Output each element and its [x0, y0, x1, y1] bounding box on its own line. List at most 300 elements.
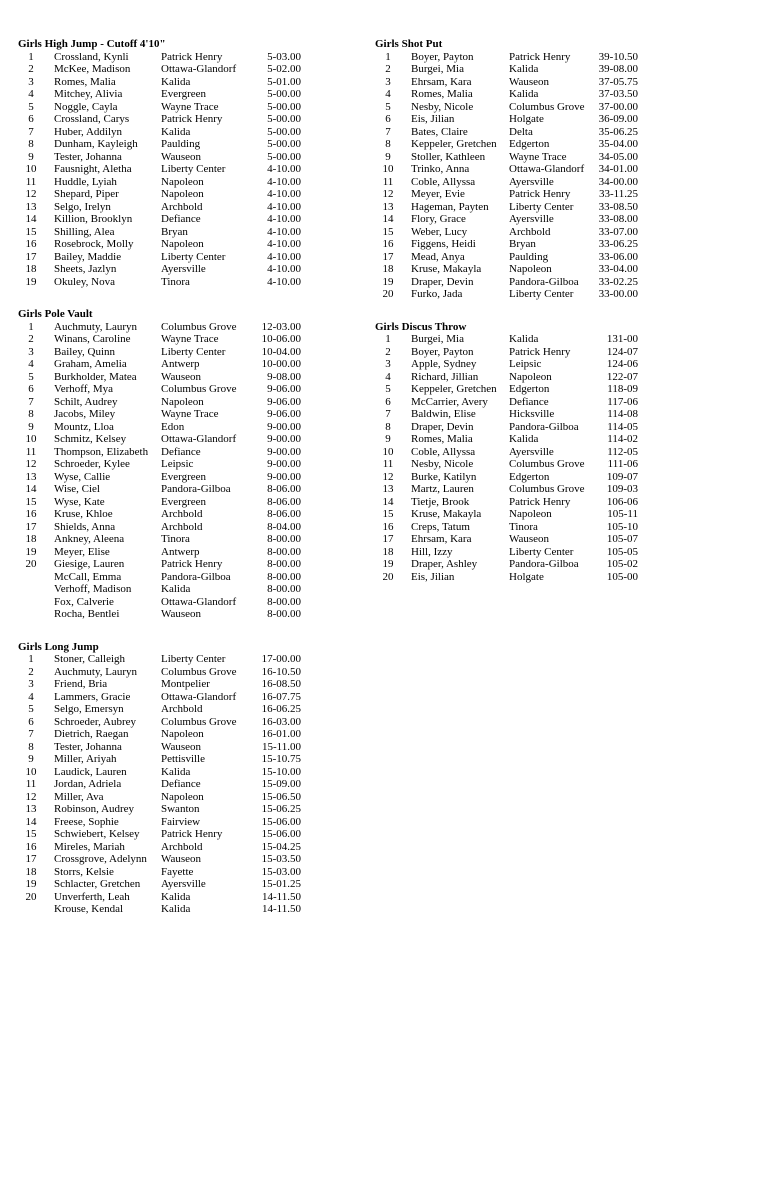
- result-mark: 15-04.25: [261, 840, 301, 853]
- result-mark: 5-00.00: [267, 150, 301, 163]
- result-row: [18, 903, 301, 916]
- result-row: [18, 608, 301, 621]
- place-cell: 13: [382, 483, 394, 495]
- school-name: Wauseon: [161, 740, 202, 753]
- place-cell: 17: [382, 533, 394, 545]
- place-cell: 19: [25, 878, 37, 890]
- place-cell: 1: [28, 320, 34, 333]
- result-mark: 8-04.00: [267, 520, 301, 533]
- school-name: Patrick Henry: [509, 188, 571, 200]
- school-name: Tinora: [161, 275, 190, 288]
- event-title-discus: Girls Discus Throw: [375, 320, 467, 333]
- result-mark: 15-10.00: [261, 765, 301, 778]
- event-title-long-jump: Girls Long Jump: [18, 640, 99, 653]
- athlete-name: Storrs, Kelsie: [54, 865, 114, 878]
- athlete-name: Laudick, Lauren: [54, 765, 127, 778]
- athlete-name: Meyer, Elise: [54, 545, 110, 558]
- result-row: [375, 383, 638, 396]
- athlete-name: Nesby, Nicole: [411, 100, 474, 113]
- result-mark: 16-07.75: [261, 690, 301, 703]
- shot-put-section: [375, 38, 755, 301]
- school-name: Wayne Trace: [161, 100, 219, 113]
- result-row: [18, 101, 301, 114]
- place-cell: 12: [25, 790, 37, 803]
- result-mark: 105-07: [606, 533, 638, 545]
- result-row: [18, 483, 301, 496]
- athlete-name: Mitchey, Alivia: [54, 88, 123, 100]
- school-name: Antwerp: [161, 545, 200, 558]
- school-name: Swanton: [161, 803, 200, 815]
- athlete-name: Burke, Katilyn: [411, 470, 477, 483]
- result-row: [375, 458, 638, 471]
- result-row: [18, 803, 301, 816]
- athlete-name: Richard, Jillian: [411, 370, 479, 383]
- result-mark: 35-04.00: [598, 138, 638, 150]
- school-name: Kalida: [509, 433, 539, 445]
- result-mark: 10-04.00: [261, 345, 301, 358]
- place-cell: 5: [28, 100, 34, 113]
- school-name: Archbold: [509, 225, 551, 238]
- result-row: [375, 113, 638, 126]
- athlete-name: Selgo, Emersyn: [54, 703, 124, 715]
- athlete-name: Tietje, Brook: [411, 495, 470, 508]
- result-mark: 9-00.00: [267, 433, 301, 445]
- school-name: Wauseon: [509, 75, 550, 88]
- result-mark: 111-06: [607, 458, 638, 470]
- place-cell: 12: [25, 188, 37, 200]
- place-cell: 14: [25, 213, 37, 225]
- place-cell: 4: [385, 88, 391, 100]
- athlete-name: Dietrich, Raegan: [54, 728, 129, 740]
- place-cell: 18: [25, 263, 37, 275]
- result-mark: 37-00.00: [598, 100, 638, 113]
- result-row: [18, 496, 301, 509]
- result-row: [18, 421, 301, 434]
- result-mark: 36-09.00: [598, 113, 638, 125]
- athlete-name: Verhoff, Madison: [54, 583, 132, 595]
- athlete-name: Burgei, Mia: [411, 333, 464, 345]
- result-row: [18, 446, 301, 459]
- school-name: Archbold: [161, 508, 203, 520]
- pole-vault-section: [18, 308, 348, 621]
- athlete-name: Schroeder, Aubrey: [54, 715, 137, 728]
- result-mark: 39-08.00: [598, 63, 638, 75]
- place-cell: [18, 571, 54, 584]
- result-mark: 5-00.00: [267, 138, 301, 150]
- place-cell: 7: [28, 125, 34, 138]
- athlete-name: Trinko, Anna: [411, 163, 470, 175]
- result-row: [18, 408, 301, 421]
- result-row: [18, 666, 301, 679]
- place-cell: 11: [382, 458, 394, 470]
- athlete-name: Meyer, Evie: [411, 188, 465, 200]
- place-cell: 2: [28, 63, 34, 75]
- result-row: [18, 433, 301, 446]
- result-mark: 114-02: [607, 433, 638, 445]
- place-cell: 7: [28, 395, 34, 408]
- result-row: [18, 753, 301, 766]
- result-row: [18, 653, 301, 666]
- result-mark: 8-00.00: [267, 583, 301, 595]
- school-name: Napoleon: [161, 790, 204, 803]
- school-name: Napoleon: [509, 263, 552, 275]
- place-cell: 20: [25, 890, 37, 903]
- result-row: [18, 558, 301, 571]
- school-name: Patrick Henry: [161, 50, 223, 63]
- school-name: Bryan: [161, 225, 188, 238]
- result-row: [18, 51, 301, 64]
- result-mark: 4-10.00: [267, 163, 301, 175]
- result-row: [375, 163, 638, 176]
- result-row: [18, 678, 301, 691]
- athlete-name: Weber, Lucy: [411, 225, 468, 238]
- place-cell: 5: [385, 100, 391, 113]
- athlete-name: Baldwin, Elise: [411, 408, 476, 420]
- athlete-name: Bailey, Quinn: [54, 345, 115, 358]
- school-name: Wauseon: [161, 150, 202, 163]
- school-name: Pandora-Gilboa: [161, 483, 231, 495]
- athlete-name: Krouse, Kendal: [54, 903, 124, 915]
- result-mark: 16-01.00: [261, 728, 301, 740]
- school-name: Holgate: [509, 113, 544, 125]
- place-cell: 4: [28, 88, 34, 100]
- result-mark: 8-06.00: [267, 508, 301, 520]
- athlete-name: Draper, Devin: [411, 420, 474, 433]
- result-row: [18, 63, 301, 76]
- school-name: Pettisville: [161, 753, 205, 765]
- school-name: Tinora: [161, 533, 190, 545]
- school-name: Montpelier: [161, 678, 210, 690]
- result-mark: 10-06.00: [261, 333, 301, 345]
- athlete-name: Boyer, Payton: [411, 50, 474, 63]
- place-cell: 19: [25, 275, 37, 288]
- athlete-name: Draper, Ashley: [411, 558, 478, 570]
- result-row: [375, 396, 638, 409]
- result-row: [18, 76, 301, 89]
- result-row: [18, 176, 301, 189]
- result-mark: 9-00.00: [267, 420, 301, 433]
- result-row: [375, 521, 638, 534]
- athlete-name: Hageman, Payten: [411, 200, 489, 213]
- right-column: [375, 38, 755, 603]
- result-mark: 15-11.00: [261, 740, 301, 753]
- place-cell: 1: [385, 50, 391, 63]
- athlete-name: Freese, Sophie: [54, 815, 119, 828]
- school-name: Evergreen: [161, 88, 206, 100]
- result-row: [18, 396, 301, 409]
- athlete-name: Auchmuty, Lauryn: [54, 320, 137, 333]
- school-name: Kalida: [509, 88, 539, 100]
- school-name: Fayette: [161, 865, 194, 878]
- result-mark: 16-10.50: [261, 665, 301, 678]
- school-name: Liberty Center: [161, 345, 226, 358]
- result-mark: 33-00.00: [598, 288, 638, 300]
- school-name: Patrick Henry: [161, 828, 223, 840]
- place-cell: [18, 903, 54, 916]
- result-row: [18, 201, 301, 214]
- place-cell: 18: [25, 865, 37, 878]
- result-mark: 114-05: [607, 420, 638, 433]
- result-mark: 105-00: [606, 570, 638, 583]
- result-mark: 9-06.00: [267, 383, 301, 395]
- result-mark: 37-05.75: [598, 75, 638, 88]
- result-row: [375, 263, 638, 276]
- result-row: [18, 138, 301, 151]
- school-name: Pandora-Gilboa: [161, 570, 231, 583]
- place-cell: 9: [28, 150, 34, 163]
- results-table-shot-put: [375, 51, 638, 301]
- place-cell: 4: [28, 358, 34, 370]
- result-row: [18, 741, 301, 754]
- result-row: [18, 113, 301, 126]
- school-name: Pandora-Gilboa: [509, 275, 579, 288]
- result-mark: 8-00.00: [267, 595, 301, 608]
- place-cell: 12: [25, 458, 37, 470]
- place-cell: [18, 596, 54, 609]
- result-mark: 106-06: [606, 495, 638, 508]
- school-name: Patrick Henry: [509, 50, 571, 63]
- athlete-name: Kruse, Makayla: [411, 508, 482, 520]
- athlete-name: Ehrsam, Kara: [411, 75, 472, 88]
- result-mark: 105-02: [606, 558, 638, 570]
- athlete-name: Noggle, Cayla: [54, 100, 118, 113]
- athlete-name: Miller, Ariyah: [54, 753, 117, 765]
- school-name: Patrick Henry: [509, 345, 571, 358]
- result-mark: 16-08.50: [261, 678, 301, 690]
- athlete-name: Stoller, Kathleen: [411, 150, 486, 163]
- place-cell: 3: [28, 345, 34, 358]
- result-row: [375, 533, 638, 546]
- athlete-name: Coble, Allyssa: [411, 445, 476, 458]
- athlete-name: Killion, Brooklyn: [54, 213, 133, 225]
- result-mark: 33-06.25: [598, 238, 638, 250]
- school-name: Wayne Trace: [509, 150, 567, 163]
- result-mark: 15-06.50: [261, 790, 301, 803]
- result-row: [375, 276, 638, 289]
- athlete-name: Jordan, Adriela: [54, 778, 122, 790]
- result-row: [375, 176, 638, 189]
- place-cell: 16: [382, 520, 394, 533]
- result-row: [18, 358, 301, 371]
- place-cell: 6: [28, 383, 34, 395]
- result-row: [18, 471, 301, 484]
- result-row: [375, 496, 638, 509]
- place-cell: 2: [385, 345, 391, 358]
- athlete-name: Jacobs, Miley: [54, 408, 116, 420]
- result-mark: 33-07.00: [598, 225, 638, 238]
- school-name: Defiance: [161, 213, 201, 225]
- school-name: Defiance: [161, 778, 201, 790]
- athlete-name: Apple, Sydney: [411, 358, 477, 370]
- athlete-name: Furko, Jada: [411, 288, 463, 300]
- athlete-name: Keppeler, Gretchen: [411, 138, 497, 150]
- result-row: [375, 546, 638, 559]
- result-mark: 4-10.00: [267, 213, 301, 225]
- school-name: Ayersville: [509, 213, 554, 225]
- athlete-name: Bailey, Maddie: [54, 250, 122, 263]
- athlete-name: Wise, Ciel: [54, 483, 100, 495]
- school-name: Edgerton: [509, 470, 550, 483]
- place-cell: [18, 583, 54, 596]
- result-mark: 4-10.00: [267, 188, 301, 200]
- place-cell: 14: [382, 495, 394, 508]
- result-row: [18, 126, 301, 139]
- result-mark: 109-07: [606, 470, 638, 483]
- athlete-name: Eis, Jilian: [411, 113, 455, 125]
- place-cell: 2: [385, 63, 391, 75]
- place-cell: 17: [382, 250, 394, 263]
- athlete-name: Coble, Allyssa: [411, 175, 476, 188]
- place-cell: 6: [385, 395, 391, 408]
- result-mark: 15-03.00: [261, 865, 301, 878]
- school-name: Liberty Center: [509, 545, 574, 558]
- result-row: [18, 88, 301, 101]
- school-name: Napoleon: [509, 508, 552, 520]
- result-row: [18, 508, 301, 521]
- school-name: Paulding: [509, 250, 549, 263]
- result-row: [375, 346, 638, 359]
- athlete-name: Auchmuty, Lauryn: [54, 665, 137, 678]
- place-cell: 5: [28, 703, 34, 715]
- result-row: [375, 288, 638, 301]
- athlete-name: Selgo, Irelyn: [54, 200, 111, 213]
- place-cell: 8: [385, 420, 391, 433]
- result-row: [375, 251, 638, 264]
- athlete-name: Eis, Jilian: [411, 570, 455, 583]
- place-cell: 11: [382, 175, 394, 188]
- result-mark: 16-03.00: [261, 715, 301, 728]
- place-cell: 7: [28, 728, 34, 740]
- result-mark: 9-00.00: [267, 470, 301, 483]
- result-row: [375, 446, 638, 459]
- result-row: [18, 791, 301, 804]
- result-mark: 34-05.00: [598, 150, 638, 163]
- school-name: Defiance: [509, 395, 549, 408]
- place-cell: 14: [382, 213, 394, 225]
- result-row: [18, 371, 301, 384]
- athlete-name: Kruse, Khloe: [54, 508, 113, 520]
- school-name: Evergreen: [161, 495, 206, 508]
- school-name: Patrick Henry: [161, 558, 223, 570]
- results-table-long-jump: [18, 653, 301, 916]
- result-row: [375, 88, 638, 101]
- place-cell: 20: [382, 570, 394, 583]
- result-row: [18, 583, 301, 596]
- result-row: [18, 213, 301, 226]
- school-name: Napoleon: [161, 188, 204, 200]
- place-cell: 16: [25, 508, 37, 520]
- athlete-name: McKee, Madison: [54, 63, 131, 75]
- athlete-name: Thompson, Elizabeth: [54, 445, 149, 458]
- athlete-name: Tester, Johanna: [54, 150, 122, 163]
- school-name: Ottawa-Glandorf: [161, 595, 237, 608]
- place-cell: 10: [382, 445, 394, 458]
- discus-section: [375, 321, 755, 584]
- place-cell: 18: [382, 545, 394, 558]
- result-row: [18, 891, 301, 904]
- athlete-name: Draper, Devin: [411, 275, 474, 288]
- result-mark: 4-10.00: [267, 250, 301, 263]
- result-row: [18, 458, 301, 471]
- result-row: [375, 76, 638, 89]
- place-cell: 9: [28, 753, 34, 765]
- result-row: [375, 371, 638, 384]
- result-row: [375, 471, 638, 484]
- place-cell: 19: [382, 558, 394, 570]
- school-name: Columbus Grove: [161, 715, 237, 728]
- result-mark: 16-06.25: [261, 703, 301, 715]
- place-cell: 18: [382, 263, 394, 275]
- athlete-name: Sheets, Jazlyn: [54, 263, 117, 275]
- athlete-name: Wyse, Callie: [54, 470, 111, 483]
- place-cell: 17: [25, 520, 37, 533]
- school-name: Edgerton: [509, 138, 550, 150]
- school-name: Liberty Center: [509, 288, 574, 300]
- school-name: Kalida: [161, 903, 191, 915]
- athlete-name: Verhoff, Mya: [54, 383, 114, 395]
- result-row: [375, 238, 638, 251]
- athlete-name: Flory, Grace: [411, 213, 466, 225]
- place-cell: 15: [25, 225, 37, 238]
- place-cell: 1: [28, 653, 34, 665]
- school-name: Columbus Grove: [161, 383, 237, 395]
- athlete-name: Ehrsam, Kara: [411, 533, 472, 545]
- result-row: [375, 333, 638, 346]
- place-cell: 9: [28, 420, 34, 433]
- school-name: Archbold: [161, 200, 203, 213]
- school-name: Ottawa-Glandorf: [161, 690, 237, 703]
- result-mark: 5-03.00: [267, 50, 301, 63]
- school-name: Napoleon: [161, 238, 204, 250]
- place-cell: 6: [28, 113, 34, 125]
- athlete-name: Burkholder, Matea: [54, 370, 137, 383]
- place-cell: [18, 608, 54, 621]
- athlete-name: Shields, Anna: [54, 520, 116, 533]
- result-row: [18, 263, 301, 276]
- result-mark: 5-01.00: [267, 75, 301, 88]
- school-name: Kalida: [509, 63, 539, 75]
- result-row: [375, 358, 638, 371]
- place-cell: 11: [25, 175, 37, 188]
- athlete-name: Boyer, Payton: [411, 345, 474, 358]
- athlete-name: McCall, Emma: [54, 570, 122, 583]
- athlete-name: Hill, Izzy: [411, 545, 453, 558]
- result-row: [18, 546, 301, 559]
- result-mark: 4-10.00: [267, 238, 301, 250]
- athlete-name: Romes, Malia: [411, 88, 473, 100]
- result-row: [18, 878, 301, 891]
- result-row: [18, 716, 301, 729]
- school-name: Defiance: [161, 445, 201, 458]
- school-name: Pandora-Gilboa: [509, 420, 579, 433]
- place-cell: 1: [28, 50, 34, 63]
- school-name: Napoleon: [509, 370, 552, 383]
- school-name: Antwerp: [161, 358, 200, 370]
- result-row: [375, 558, 638, 571]
- athlete-name: Crossgrove, Adelynn: [54, 853, 147, 865]
- place-cell: 9: [385, 433, 391, 445]
- result-mark: 34-00.00: [598, 175, 638, 188]
- result-mark: 10-00.00: [261, 358, 301, 370]
- result-mark: 15-01.25: [261, 878, 301, 890]
- event-title-shot-put: Girls Shot Put: [375, 38, 443, 50]
- school-name: Edgerton: [509, 383, 550, 395]
- place-cell: 2: [28, 333, 34, 345]
- place-cell: 3: [385, 75, 391, 88]
- place-cell: 11: [25, 778, 37, 790]
- athlete-name: Burgei, Mia: [411, 63, 464, 75]
- result-row: [18, 151, 301, 164]
